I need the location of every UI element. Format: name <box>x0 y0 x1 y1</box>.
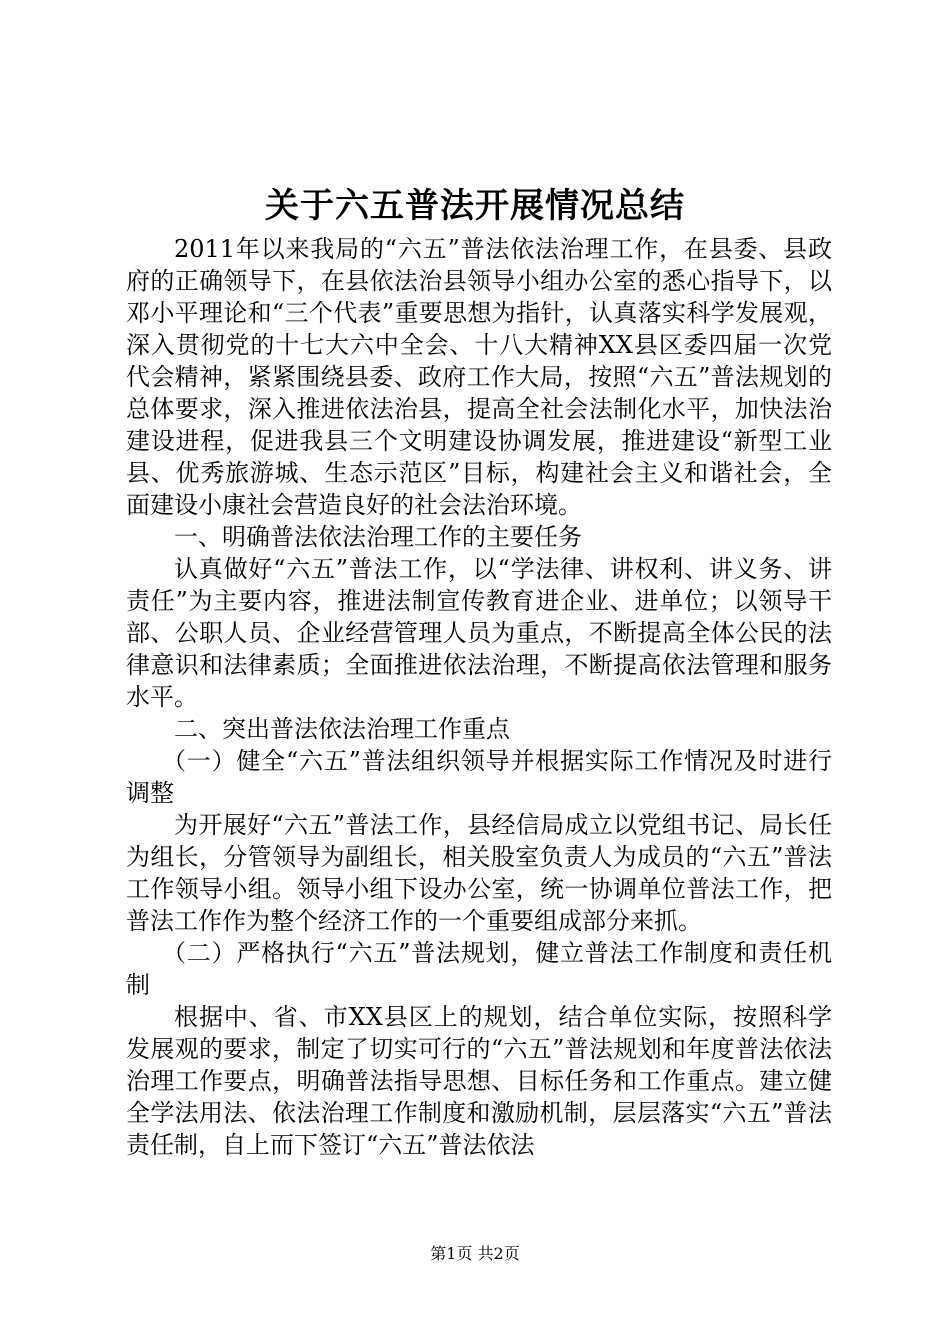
page-number: 第1页 共2页 <box>430 1244 520 1263</box>
document-body <box>126 233 832 1161</box>
paragraph-organization: 为开展好“六五”普法工作，县经信局成立以党组书记、局长任为组长，分管领导为副组长，相关股室负责人为成员的“六五”普法工作领导小组。领导小组下设办公室，统一协调单位普法工作，把普法工作作为整个经济工作的一个重要组成部分来抓。 <box>126 811 832 935</box>
paragraph-planning: 根据中、省、市XX县区上的规划，结合单位实际，按照科学发展观的要求，制定了切实可行的“六五”普法规划和年度普法依法治理工作要点，明确普法指导思想、目标任务和工作重点。建立健全学法用法、依法治理工作制度和激励机制，层层落实“六五”普法责任制，自上而下签订“六五”普法依法 <box>126 1003 832 1159</box>
subsection-heading-2: （二）严格执行“六五”普法规划，健立普法工作制度和责任机制 <box>126 939 832 999</box>
section-heading-1: 一、明确普法依法治理工作的主要任务 <box>174 523 582 551</box>
paragraph-main-tasks: 认真做好“六五”普法工作，以“学法律、讲权利、讲义务、讲责任”为主要内容，推进法制宣传教育进企业、进单位；以领导干部、公职人员、企业经营管理人员为重点，不断提高全体公民的法律意识和法律素质；全面推进依法治理，不断提高依法管理和服务水平。 <box>126 555 832 711</box>
section-heading-2: 二、突出普法依法治理工作重点 <box>174 715 510 743</box>
document-title: 关于六五普法开展情况总结 <box>265 186 685 226</box>
subsection-heading-1: （一）健全“六五”普法组织领导并根据实际工作情况及时进行调整 <box>126 747 832 807</box>
paragraph-intro: 2011年以来我局的“六五”普法依法治理工作，在县委、县政府的正确领导下，在县依法治县领导小组办公室的悉心指导下，以邓小平理论和“三个代表”重要思想为指针，认真落实科学发展观，深入贯彻党的十七大六中全会、十八大精神XX县区委四届一次党代会精神，紧紧围绕县委、政府工作大局，按照“六五”普法规划的总体要求，深入推进依法治县，提高全社会法制化水平，加快法治建设进程，促进我县三个文明建设协调发展，推进建设“新型工业县、优秀旅游城、生态示范区”目标，构建社会主义和谐社会，全面建设小康社会营造良好的社会法治环境。 <box>126 235 832 519</box>
